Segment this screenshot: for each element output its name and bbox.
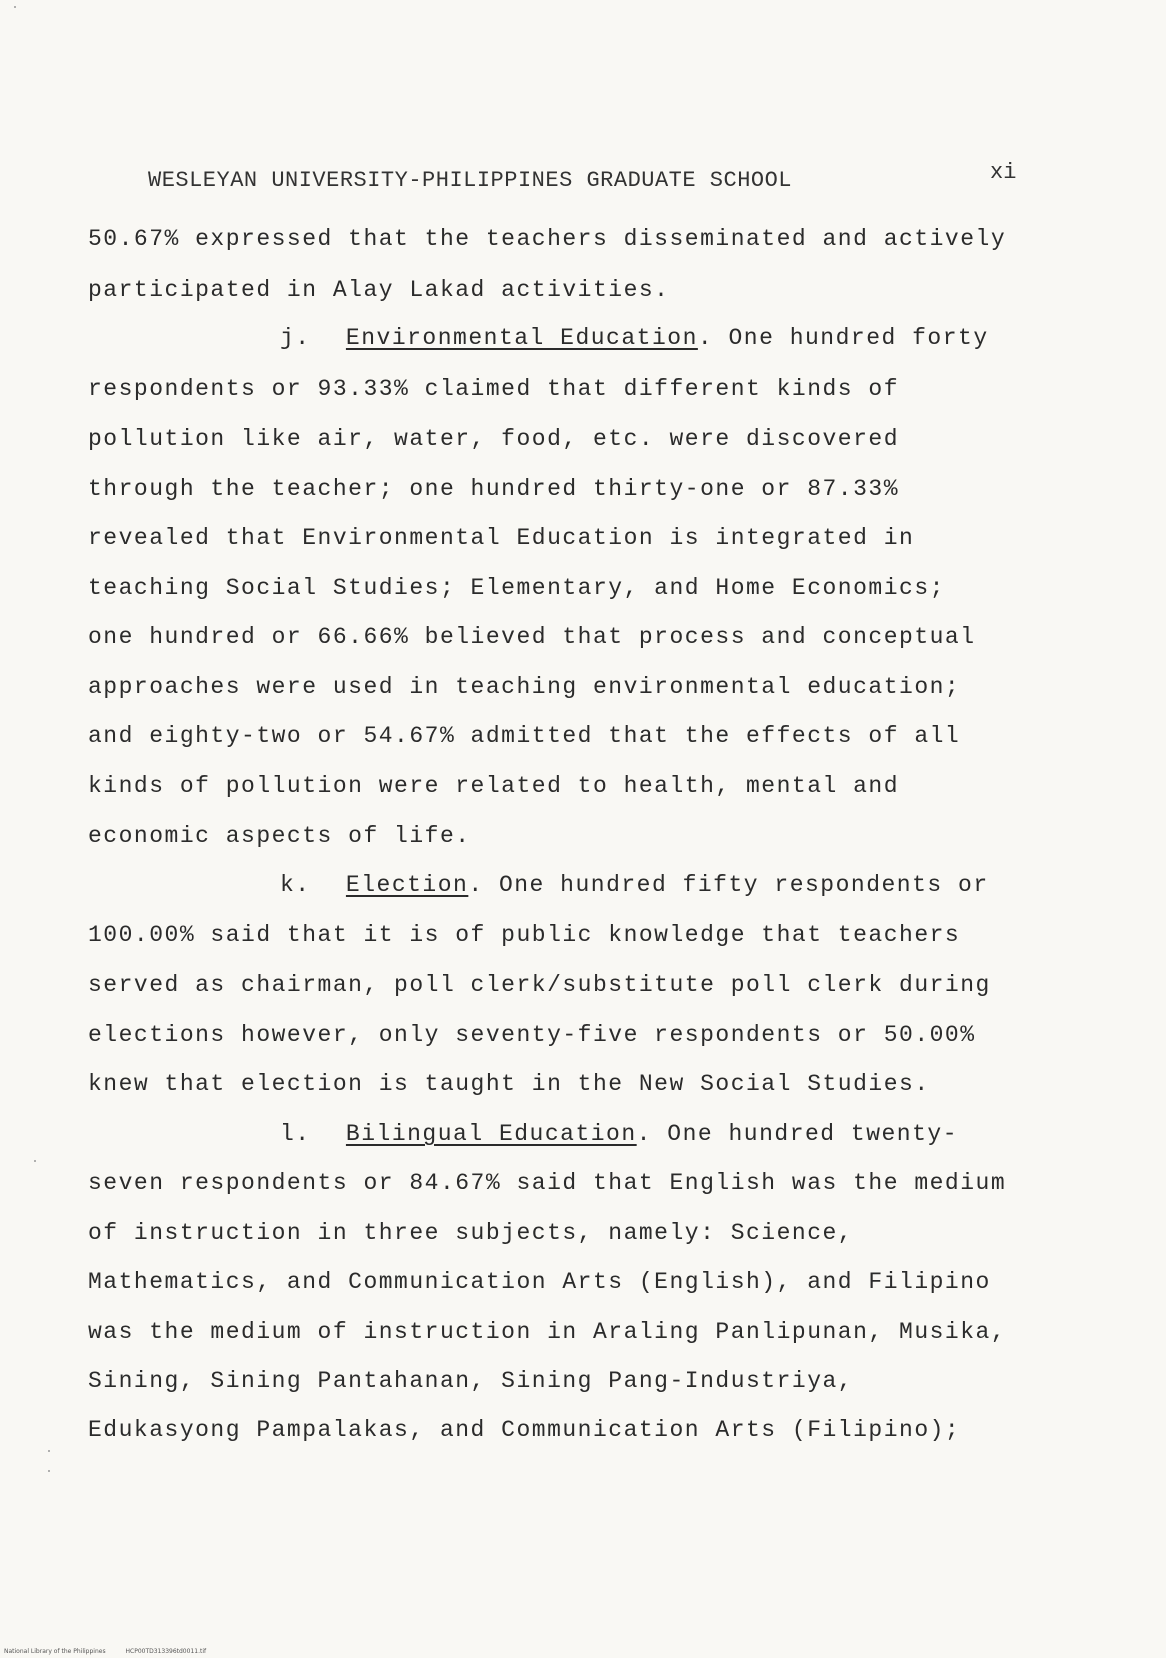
text-line: elections however, only seventy-five respondents or 50.00% [88,1022,976,1048]
text-line: 50.67% expressed that the teachers disseminated and actively [88,226,1007,252]
text-line: approaches were used in teaching environmental education; [88,674,961,700]
text-line: kinds of pollution were related to health, mental and [88,773,900,799]
heading-continuation: . One hundred fifty respondents or [468,872,989,898]
text-line: revealed that Environmental Education is integrated in [88,525,915,551]
text-line: participated in Alay Lakad activities. [88,277,670,303]
scan-speck [48,1470,50,1472]
text-line: and eighty-two or 54.67% admitted that the effects of all [88,723,961,749]
heading-continuation: . One hundred forty [697,325,989,351]
text-line: was the medium of instruction in Araling Panlipunan, Musika, [88,1319,1007,1345]
page-header: WESLEYAN UNIVERSITY-PHILIPPINES GRADUATE SCHOOL [148,168,793,193]
heading-continuation: . One hundred twenty- [636,1121,959,1147]
footer-library: National Library of the Philippines [4,1648,106,1655]
section-marker: j. [280,325,311,351]
text-line: of instruction in three subjects, namely: Science, [88,1220,854,1246]
text-line: economic aspects of life. [88,823,471,849]
text-line: teaching Social Studies; Elementary, and Home Economics; [88,575,945,601]
text-line: served as chairman, poll clerk/substitute poll clerk during [88,972,991,998]
text-line: seven respondents or 84.67% said that English was the medium [88,1170,1007,1196]
scan-speck [48,1450,50,1452]
section-k-heading-line [280,872,989,898]
section-marker: l. [280,1121,311,1147]
footer-filename: HCP00TD313396td0011.tif [125,1648,207,1655]
text-line: pollution like air, water, food, etc. were discovered [88,426,900,452]
text-line: knew that election is taught in the New Social Studies. [88,1071,930,1097]
text-line: Mathematics, and Communication Arts (English), and Filipino [88,1269,991,1295]
section-l-heading-line [280,1121,958,1147]
text-line: Sining, Sining Pantahanan, Sining Pang-Industriya, [88,1368,854,1394]
scan-speck [34,1160,36,1162]
text-line: 100.00% said that it is of public knowledge that teachers [88,922,961,948]
section-heading: Environmental Education [345,325,698,351]
section-heading: Election [345,872,469,898]
scan-speck [14,6,16,8]
page-number: xi [990,160,1017,185]
scan-footer [4,1648,224,1655]
text-line: one hundred or 66.66% believed that process and conceptual [88,624,976,650]
section-marker: k. [280,872,311,898]
section-heading: Bilingual Education [345,1121,637,1147]
text-line: respondents or 93.33% claimed that different kinds of [88,376,900,402]
text-line: through the teacher; one hundred thirty-one or 87.33% [88,476,900,502]
section-j-heading-line [280,325,989,351]
text-line: Edukasyong Pampalakas, and Communication Arts (Filipino); [88,1417,961,1443]
